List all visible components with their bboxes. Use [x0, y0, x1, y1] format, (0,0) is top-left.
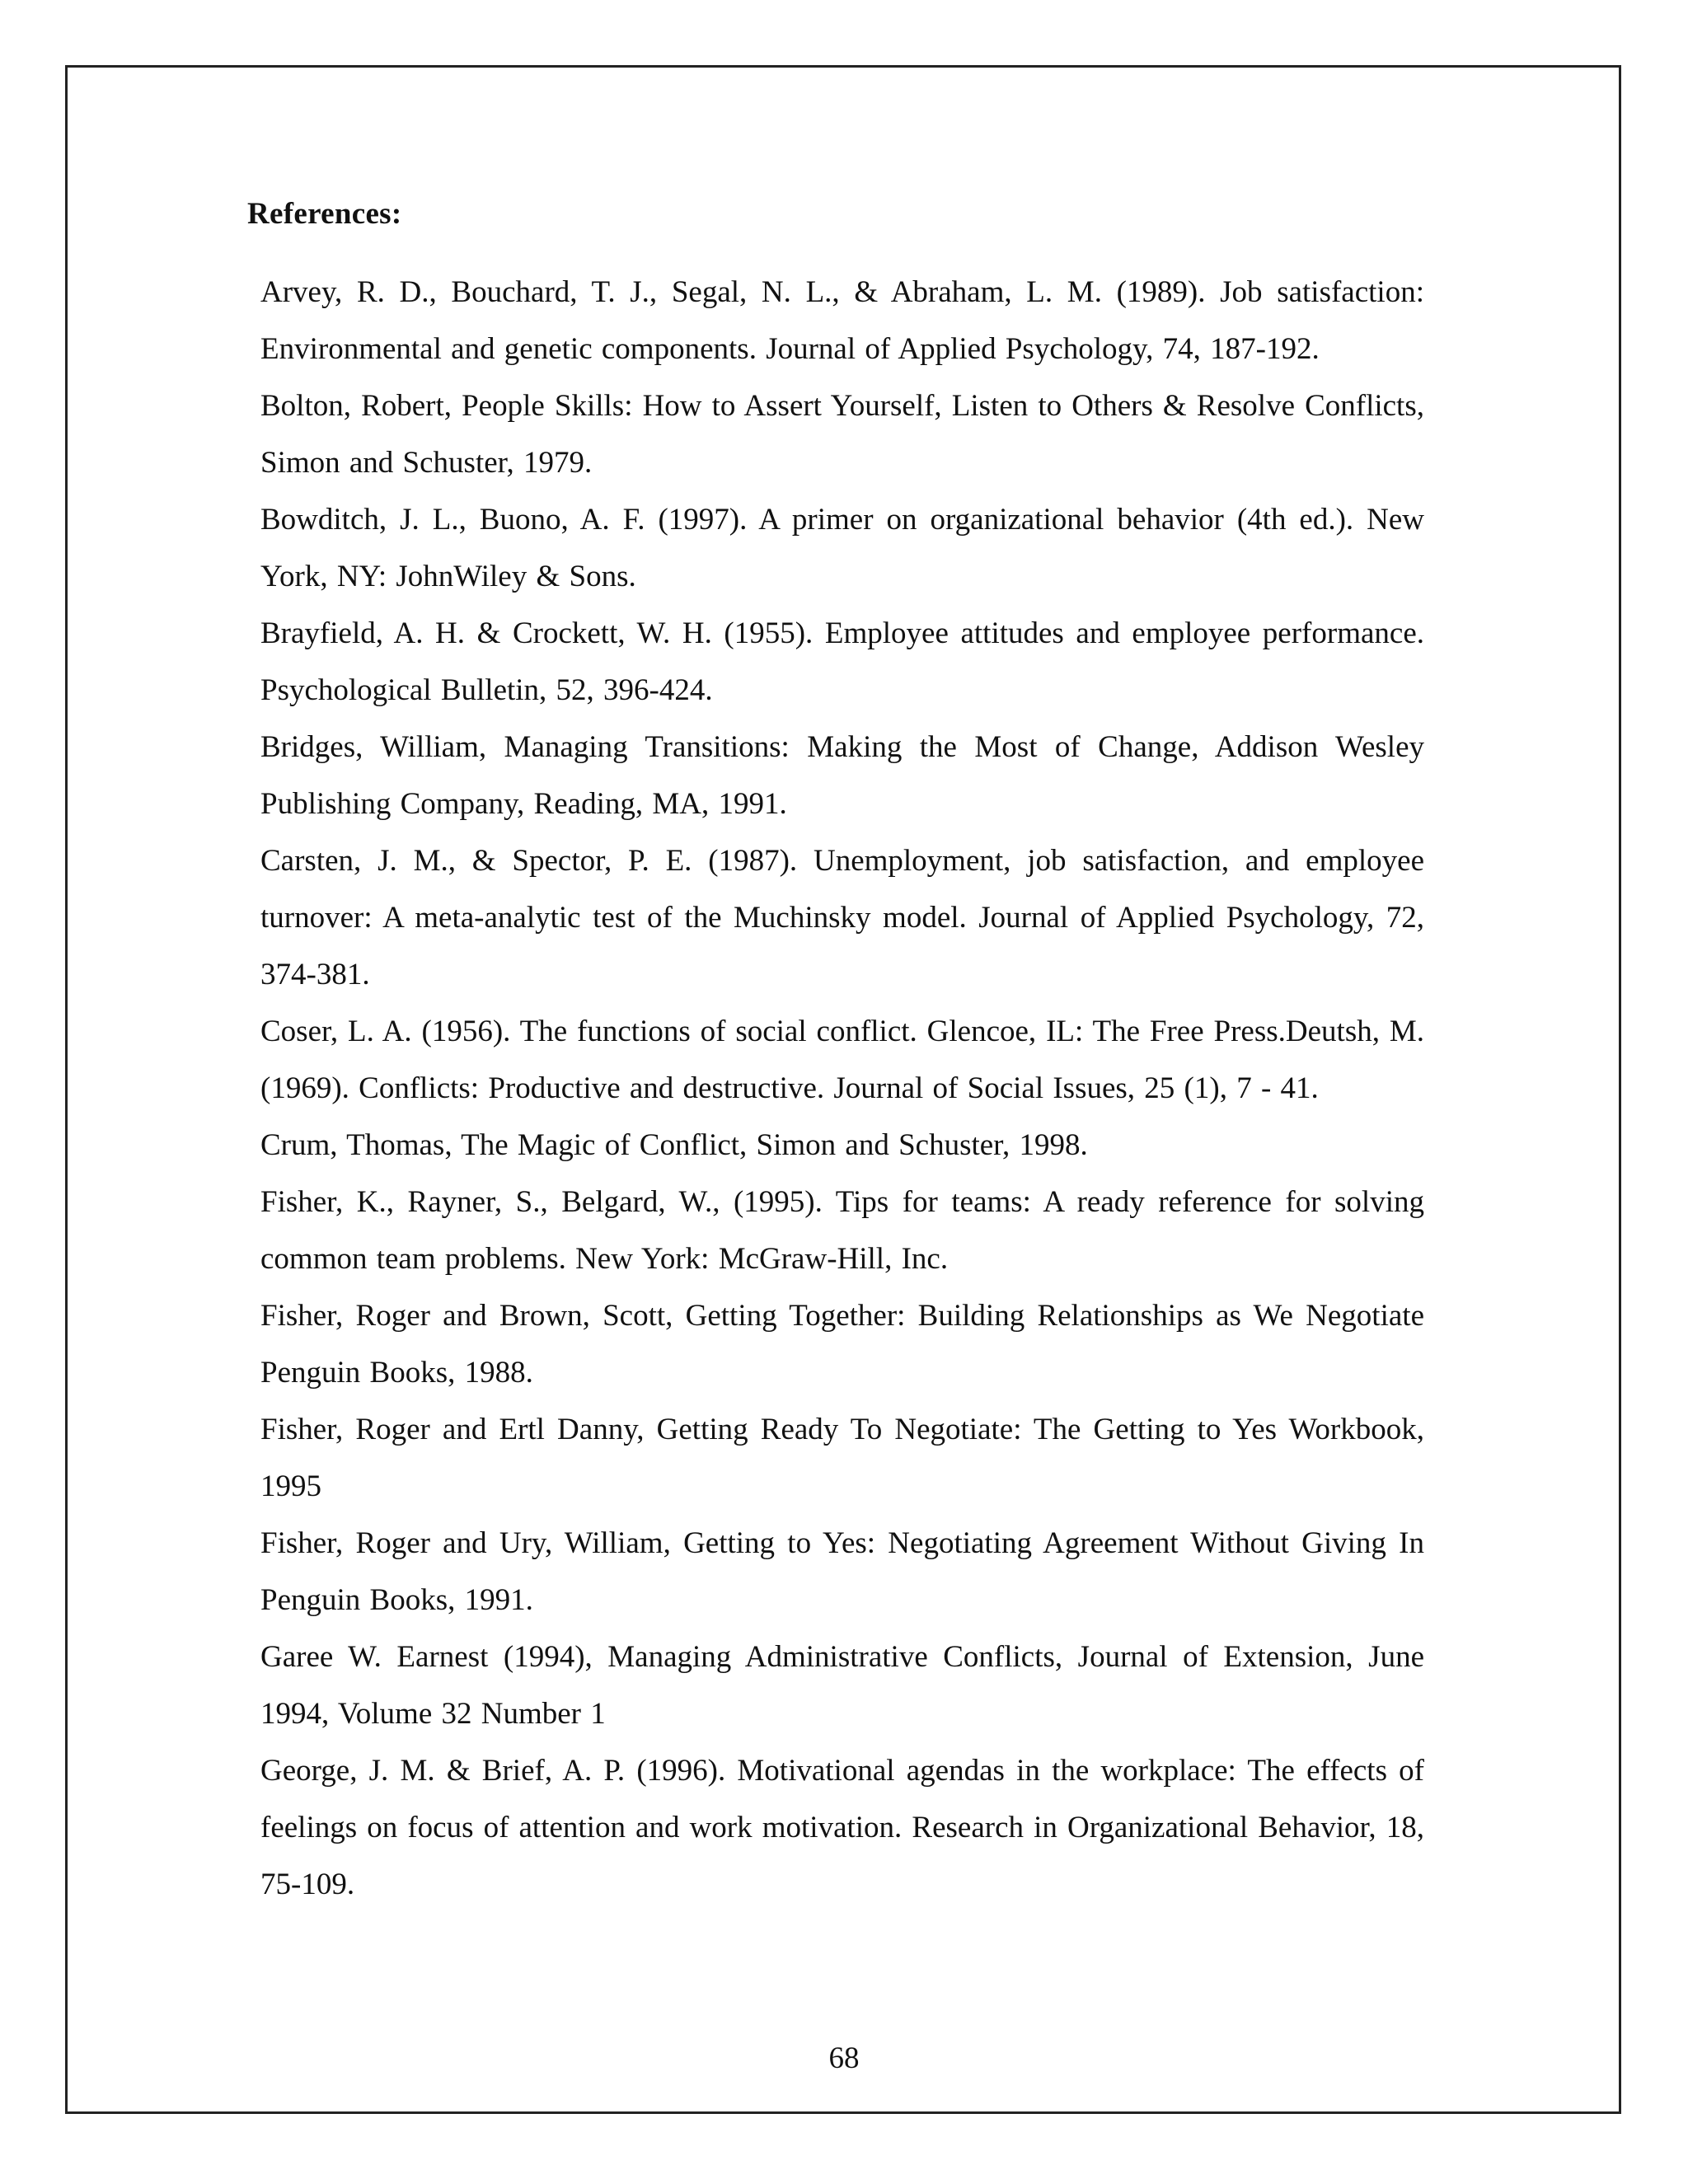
references-heading: References: — [247, 197, 402, 231]
reference-entry: Garee W. Earnest (1994), Managing Administrative Conflicts, Journal of Extension, June 1994, Volume 32 Number 1 — [260, 1640, 1424, 1731]
reference-entry: Bowditch, J. L., Buono, A. F. (1997). A primer on organizational behavior (4th ed.). New York, NY: JohnWiley & Sons. — [260, 503, 1424, 593]
reference-entry: Fisher, K., Rayner, S., Belgard, W., (1995). Tips for teams: A ready reference for solving common team problems. New York: McGraw-Hill, Inc. — [260, 1185, 1424, 1276]
reference-entry: Fisher, Roger and Ertl Danny, Getting Ready To Negotiate: The Getting to Yes Workbook, 1995 — [260, 1413, 1424, 1503]
reference-entry: Bridges, William, Managing Transitions: Making the Most of Change, Addison Wesley Publishing Company, Reading, MA, 1991. — [260, 730, 1424, 821]
reference-entry: Carsten, J. M., & Spector, P. E. (1987). Unemployment, job satisfaction, and employee turnover: A meta-analytic test of the Muchinsky model. Journal of Applied Psychology, 72, 374-381. — [260, 844, 1424, 991]
reference-entry: Brayfield, A. H. & Crockett, W. H. (1955). Employee attitudes and employee performance. Psychological Bulletin, 52, 396-424. — [260, 616, 1424, 707]
reference-entry: Arvey, R. D., Bouchard, T. J., Segal, N. L., & Abraham, L. M. (1989). Job satisfaction: Environmental and genetic components. Journal of Applied Psychology, 74, 187-192. — [260, 275, 1424, 366]
reference-entry: Coser, L. A. (1956). The functions of social conflict. Glencoe, IL: The Free Press.Deutsh, M. (1969). Conflicts: Productive and destructive. Journal of Social Issues, 25 (1), 7 - 41. — [260, 1015, 1424, 1105]
reference-entry: Crum, Thomas, The Magic of Conflict, Simon and Schuster, 1998. — [260, 1128, 1088, 1162]
reference-list — [260, 264, 1424, 1913]
reference-entry: Fisher, Roger and Brown, Scott, Getting Together: Building Relationships as We Negotiate Penguin Books, 1988. — [260, 1299, 1424, 1390]
page-number: 68 — [828, 2041, 860, 2075]
reference-entry: Bolton, Robert, People Skills: How to Assert Yourself, Listen to Others & Resolve Conflicts, Simon and Schuster, 1979. — [260, 389, 1424, 480]
reference-entry: Fisher, Roger and Ury, William, Getting to Yes: Negotiating Agreement Without Giving In Penguin Books, 1991. — [260, 1526, 1424, 1617]
reference-entry: George, J. M. & Brief, A. P. (1996). Motivational agendas in the workplace: The effects of feelings on focus of attention and work motivation. Research in Organizational Behavior, 18, 75-109. — [260, 1754, 1424, 1901]
